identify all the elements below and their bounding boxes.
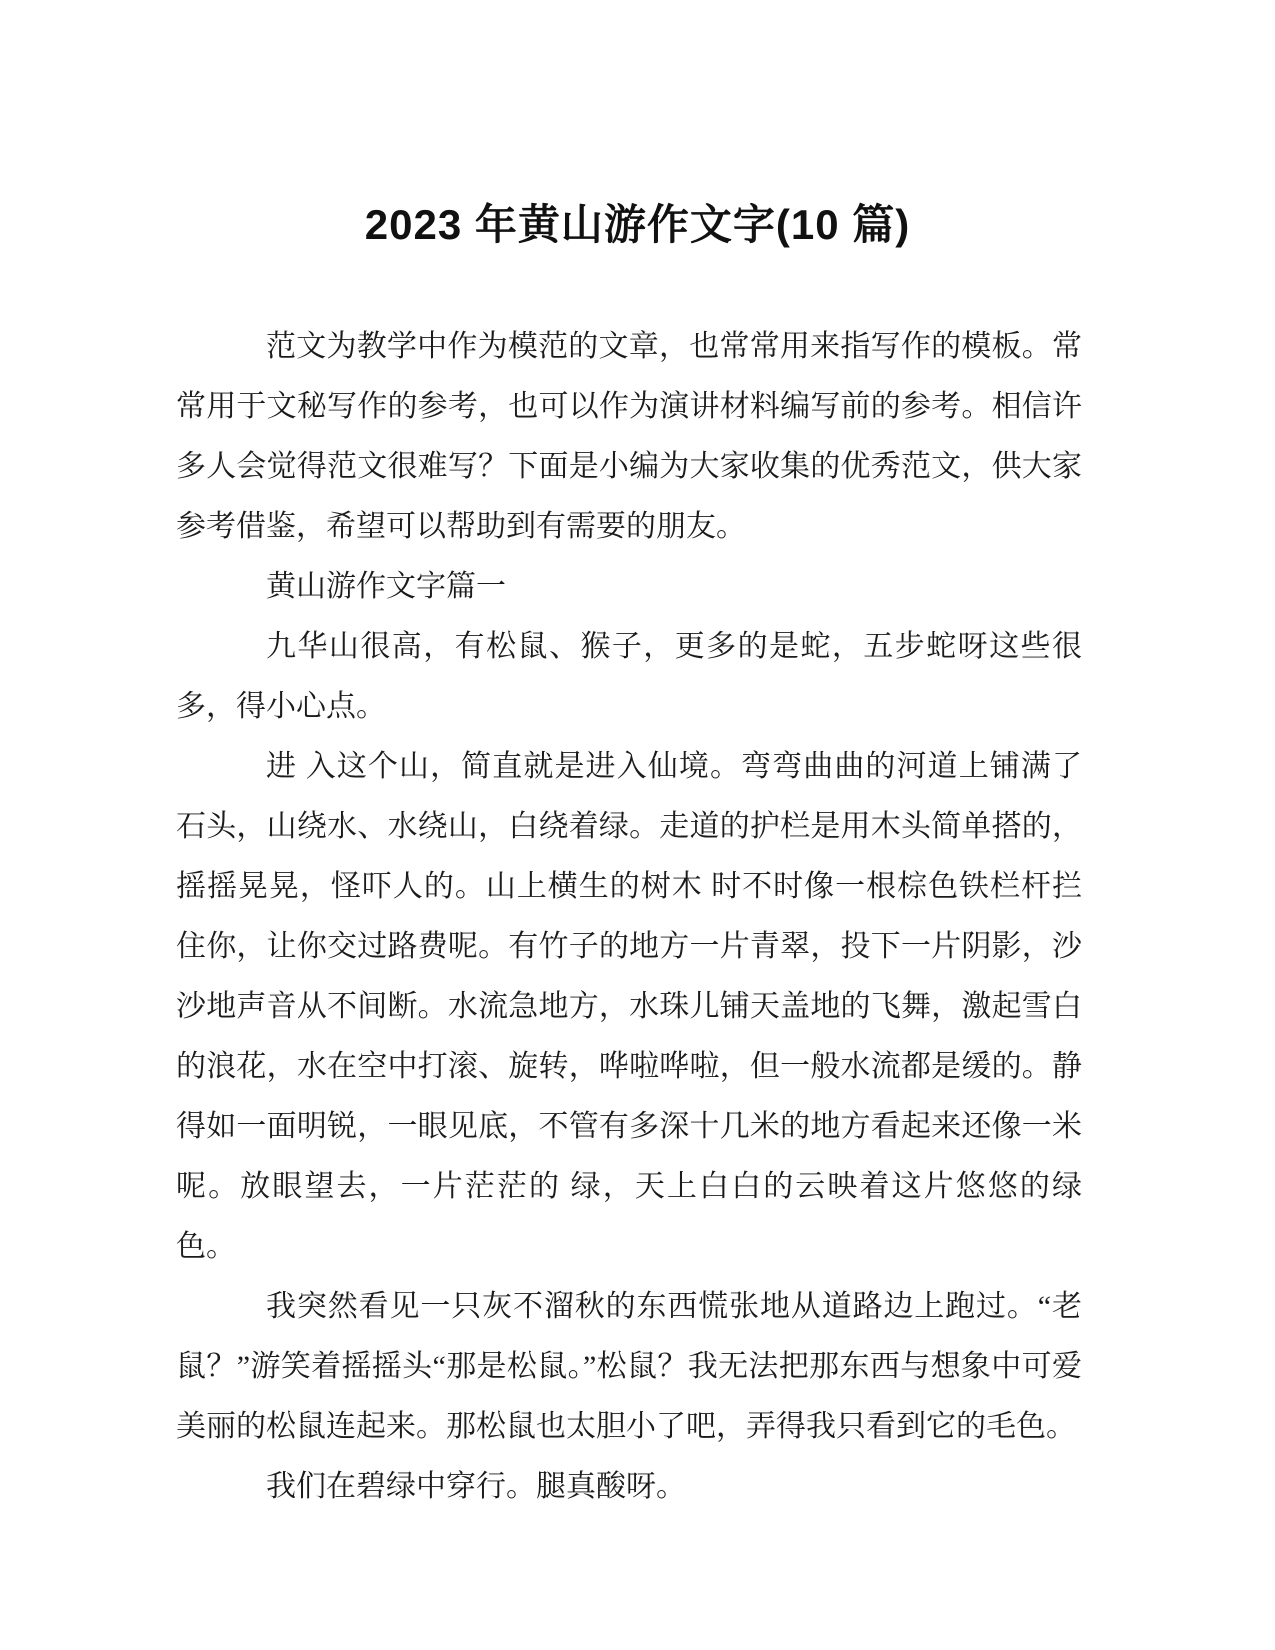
- intro-paragraph: 范文为教学中作为模范的文章，也常常用来指写作的模板。常常用于文秘写作的参考，也可以作为演讲材料编写前的参考。相信许多人会觉得范文很难写？下面是小编为大家收集的优秀范文，供大家参考借鉴，希望可以帮助到有需要的朋友。: [176, 330, 1082, 543]
- body-paragraph: 进 入这个山，简直就是进入仙境。弯弯曲曲的河道上铺满了石头，山绕水、水绕山，白绕着绿。走道的护栏是用木头简单搭的，摇摇晃晃，怪吓人的。山上横生的树木 时不时像一根棕色铁栏杆拦住你，让你交过路费呢。有竹子的地方一片青翠，投下一片阴影，沙沙地声音从不间断。水流急地方，水珠儿铺天盖地的飞舞，激起雪白 的浪花，水在空中打滚、旋转，哗啦哗啦，但一般水流都是缓的。静得如一面明锐，一眼见底，不管有多深十几米的地方看起来还像一米呢。放眼望去，一片茫茫的 绿，天上白白的云映着这片悠悠的绿色。: [176, 750, 1082, 1263]
- body-paragraph: 我们在碧绿中穿行。腿真酸呀。: [266, 1470, 686, 1503]
- document-title: 2023 年黄山游作文字(10 篇): [364, 201, 911, 248]
- section-heading: 黄山游作文字篇一: [266, 570, 506, 603]
- body-paragraph: 九华山很高，有松鼠、猴子，更多的是蛇，五步蛇呀这些很多，得小心点。: [176, 630, 1082, 723]
- document-body: [176, 317, 1082, 1517]
- body-paragraph: 我突然看见一只灰不溜秋的东西慌张地从道路边上跑过。“老鼠？”游笑着摇摇头“那是松鼠。”松鼠？我无法把那东西与想象中可爱美丽的松鼠连起来。那松鼠也太胆小了吧，弄得我只看到它的毛色。: [176, 1290, 1082, 1443]
